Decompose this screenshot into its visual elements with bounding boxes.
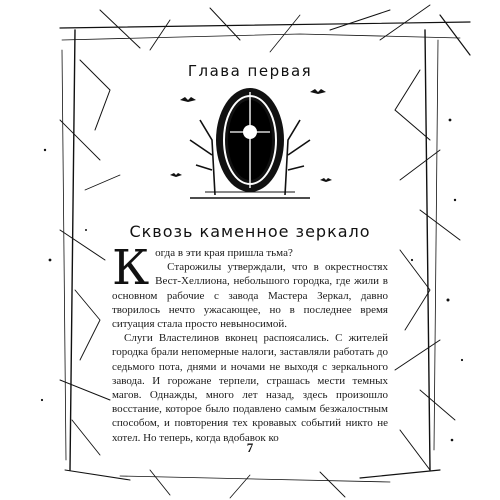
dropcap-letter: К: [112, 240, 150, 296]
chapter-title: Сквозь каменное зеркало: [129, 222, 371, 241]
paragraph-3: Слуги Властелинов вконец распоясались. С жителей городка брали непомерные налоги, заставляли работать до седьмого пота, днями и ночами не выходя с зеркального завода. И горожане терпели, страшась мести темных магов. Однажды, много лет назад, здесь произошло восстание, которое было подавлено самым безжалостным способом, и повторения тех кровавых событий никто не хотел. Но теперь, когда вдобавок ко: [112, 332, 388, 444]
page-number: 7: [246, 440, 254, 455]
paragraph-2: Старожилы утверждали, что в окрестностях Вест-Хеллиона, небольшого городка, где жили в основном рабочие с завода Мастера Зеркал, давно творилось нечто ужасающее, но в последнее время ситуация стала просто невыносимой.: [112, 261, 388, 331]
chapter-body-text: [112, 240, 388, 445]
paragraph-1-text: огда в эти края пришла тьма?: [155, 247, 293, 259]
stone-mirror-illustration: [160, 80, 340, 205]
chapter-label: Глава первая: [187, 62, 313, 80]
